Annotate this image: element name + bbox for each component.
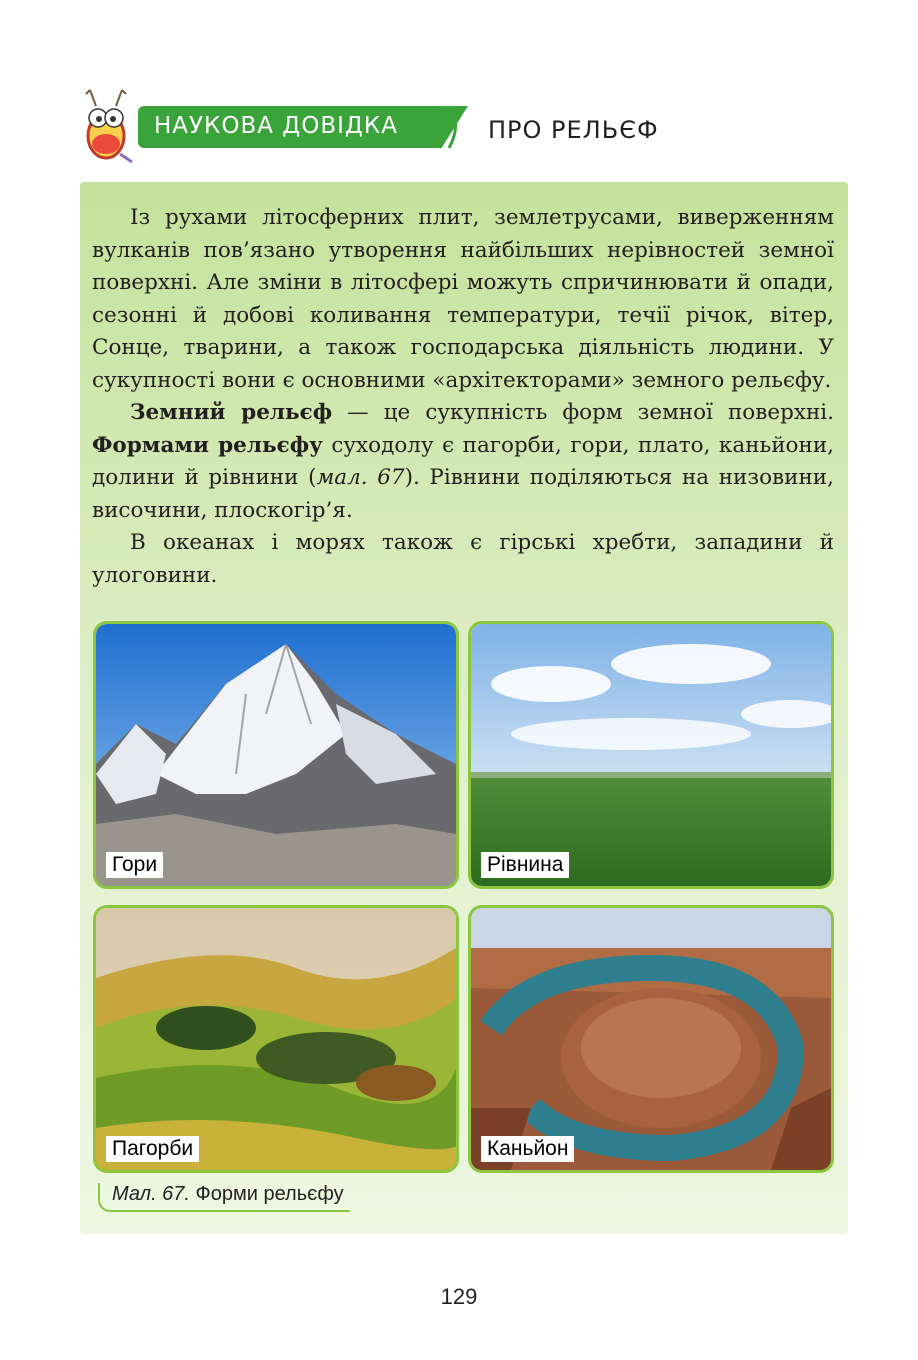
- mountains-image: [96, 624, 456, 886]
- photo-canyon: [468, 905, 834, 1173]
- photo-plain: [468, 621, 834, 889]
- body-text: [92, 202, 834, 592]
- paragraph-2: Земний рельєф — це сукупність форм земної поверхні. Формами рельєфу суходолу є пагорби, гори, плато, каньйони, долини й рівнини (мал. 67). Рівнини поділяються на низовини, височини, плоскогір’я.: [92, 400, 835, 523]
- figure-reference: мал. 67: [316, 465, 405, 490]
- term-landforms: Формами рельєфу: [92, 432, 323, 458]
- paragraph-1: Із рухами літосферних плит, землетрусами, виверженням вулканів пов’язано утворення найбільших нерівностей земної поверхні. Але зміни в літосфері можуть спричинювати й опади, сезонні й добові коливання температури, течії річок, вітер, Сонце, тварини, а також господарська діяльність людини. У сукупності вони є основними «архітекторами» земного рельєфу.: [92, 205, 834, 393]
- photo-label-canyon: Каньйон: [481, 1136, 574, 1162]
- page-number: 129: [440, 1284, 478, 1309]
- section-label: НАУКОВА ДОВІДКА: [154, 113, 398, 139]
- canyon-image: [471, 908, 831, 1170]
- photo-label-hills: Пагорби: [106, 1136, 199, 1162]
- figure-number: Мал. 67.: [112, 1183, 190, 1205]
- term-relief: Земний рельєф: [130, 400, 333, 425]
- photo-mountains: [93, 621, 459, 889]
- section-header: [76, 80, 856, 170]
- bookworm-mascot-icon: [76, 84, 136, 164]
- photo-label-mountains: Гори: [106, 852, 163, 878]
- paragraph-3: В океанах і морях також є гірські хребти, западини й улоговини.: [92, 530, 834, 588]
- photo-label-plain: Рівнина: [481, 852, 569, 878]
- hills-image: [96, 908, 456, 1170]
- topic-title: ПРО РЕЛЬЄФ: [488, 116, 659, 144]
- figure-caption: [98, 1183, 350, 1212]
- photo-hills: [93, 905, 459, 1173]
- figure-title: Форми рельєфу: [189, 1183, 344, 1205]
- banner-slashes-icon: [431, 104, 471, 150]
- plain-image: [471, 624, 831, 886]
